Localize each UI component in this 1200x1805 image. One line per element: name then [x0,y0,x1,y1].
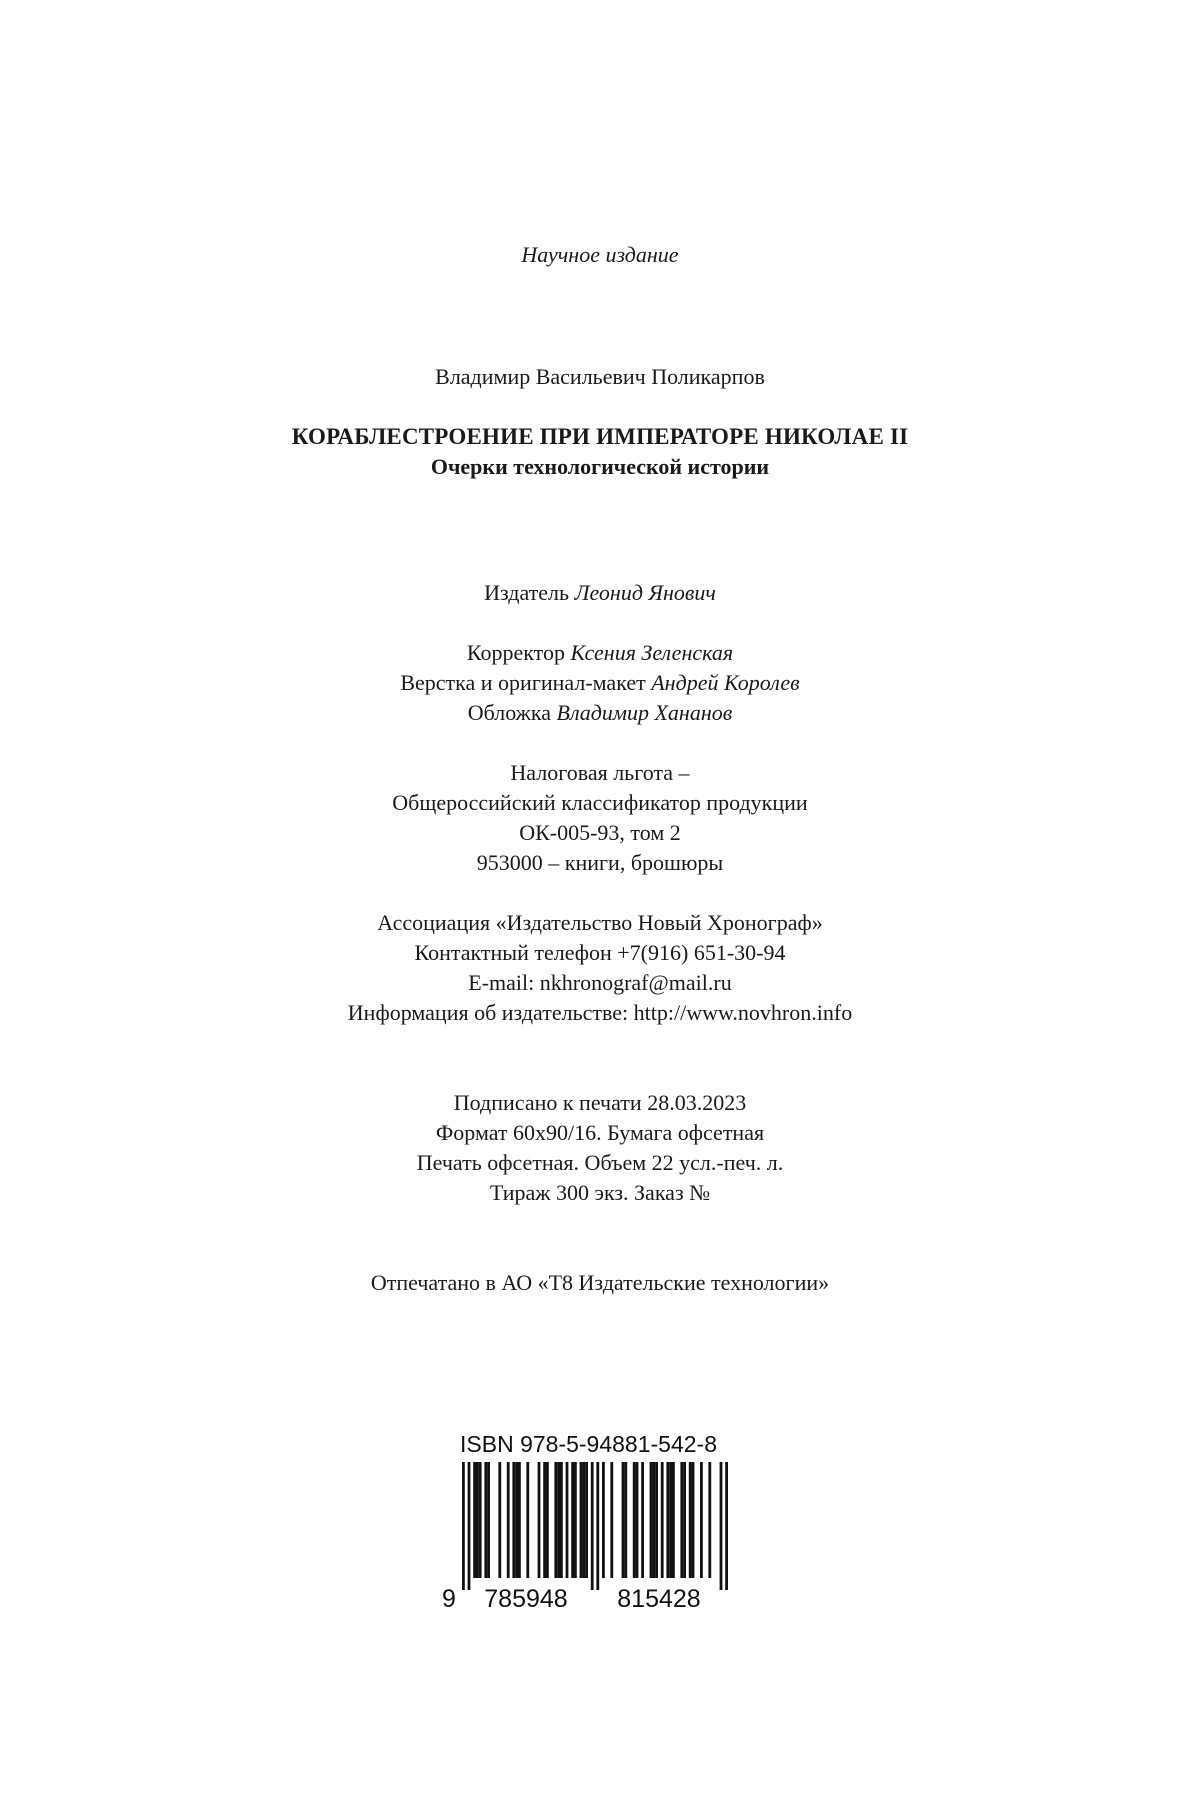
corrector-label: Корректор [466,640,565,665]
barcode-bar [652,1462,655,1578]
contact-email: E-mail: nkhronograf@mail.ru [468,970,732,995]
cover-credit [0,698,1200,728]
publisher-website: Информация об издательстве: http://www.novhron.info [347,1000,853,1025]
corrector-name: Ксения Зеленская [570,640,734,665]
barcode-bar [591,1462,594,1590]
corrector-credit [0,638,1200,668]
print-info-line: Тираж 300 экз. Заказ № [489,1180,711,1205]
publisher-association: Ассоциация «Издательство Новый Хронограф» [377,910,823,935]
barcode-bar [515,1462,518,1578]
barcode-left-digits: 785948 [484,1585,568,1612]
barcode-bar [462,1462,465,1590]
book-title: КОРАБЛЕСТРОЕНИЕ ПРИ ИМПЕРАТОРЕ НИКОЛАЕ II [291,424,909,449]
barcode-bar [666,1462,669,1578]
tax-line: ОК-005-93, том 2 [519,820,681,845]
barcode-bar [680,1462,683,1578]
barcode-bar [720,1462,723,1590]
barcode-bar [622,1462,625,1578]
book-subtitle: Очерки технологической истории [430,454,770,479]
print-info-line: Печать офсетная. Объем 22 усл.-печ. л. [416,1150,784,1175]
cover-label: Обложка [467,700,551,725]
barcode-bar [560,1462,563,1578]
publisher-label: Издатель [484,580,570,605]
barcode-bar [641,1462,644,1578]
barcode-bar [518,1462,521,1578]
barcode-bar [557,1462,560,1578]
barcode-bar [554,1462,557,1578]
barcode-bar [655,1462,658,1578]
barcode-bar [661,1462,664,1578]
print-info-line: Подписано к печати 28.03.2023 [453,1090,747,1115]
barcode-bar [683,1462,686,1578]
barcode-bar [473,1462,476,1578]
contact-phone: Контактный телефон +7(916) 651-30-94 [414,940,786,965]
barcode-bar [498,1462,501,1578]
barcode-first-digit: 9 [442,1585,456,1612]
barcode-bar [672,1462,675,1578]
barcode-bar [650,1462,653,1578]
barcode-right-digits: 815428 [617,1585,701,1612]
print-info-line: Формат 60x90/16. Бумага офсетная [435,1120,765,1145]
barcode-bar [725,1462,728,1590]
barcode-bar [487,1462,490,1578]
barcode-bar [526,1462,529,1578]
barcode-bar [700,1462,703,1578]
layout-credit [0,668,1200,698]
isbn-barcode [440,1462,740,1612]
barcode-bar [610,1462,613,1578]
barcode-bar [585,1462,588,1578]
layout-label: Верстка и оригинал-макет [400,670,646,695]
barcode-bar [571,1462,574,1578]
cover-name: Владимир Хананов [556,700,733,725]
tax-line: Общероссийский классификатор продукции [392,790,808,815]
barcode-bar [596,1462,599,1590]
barcode-bar [689,1462,692,1578]
barcode-bar [476,1462,479,1578]
author-name: Владимир Васильевич Поликарпов [435,364,765,389]
barcode-bar [468,1462,471,1590]
barcode-bar [566,1462,569,1578]
barcode-bar [538,1462,541,1578]
barcode-bar [692,1462,695,1578]
layout-name: Андрей Королев [651,670,800,695]
barcode-bar [546,1462,549,1578]
barcode-bar [636,1462,639,1578]
publisher-credit [0,578,1200,608]
barcode-bar [633,1462,636,1578]
printer-info: Отпечатано в АО «Т8 Издательские технологии» [370,1270,830,1295]
tax-line: 953000 – книги, брошюры [476,850,724,875]
barcode-bar [602,1462,605,1578]
barcode-bar [484,1462,487,1578]
barcode-bar [574,1462,577,1578]
barcode-bar [708,1462,711,1578]
tax-line: Налоговая льгота – [510,760,690,785]
publisher-name: Леонид Янович [574,580,716,605]
barcode-bar [507,1462,510,1578]
barcode-bar [624,1462,627,1578]
barcode-bar [512,1462,515,1578]
barcode-bar [669,1462,672,1578]
barcode-bar [543,1462,546,1578]
edition-type: Научное издание [521,242,679,267]
isbn-number: ISBN 978-5-94881-542-8 [460,1431,717,1457]
barcode-bar [580,1462,583,1578]
barcode-bar [582,1462,585,1578]
barcode-bar [479,1462,482,1578]
